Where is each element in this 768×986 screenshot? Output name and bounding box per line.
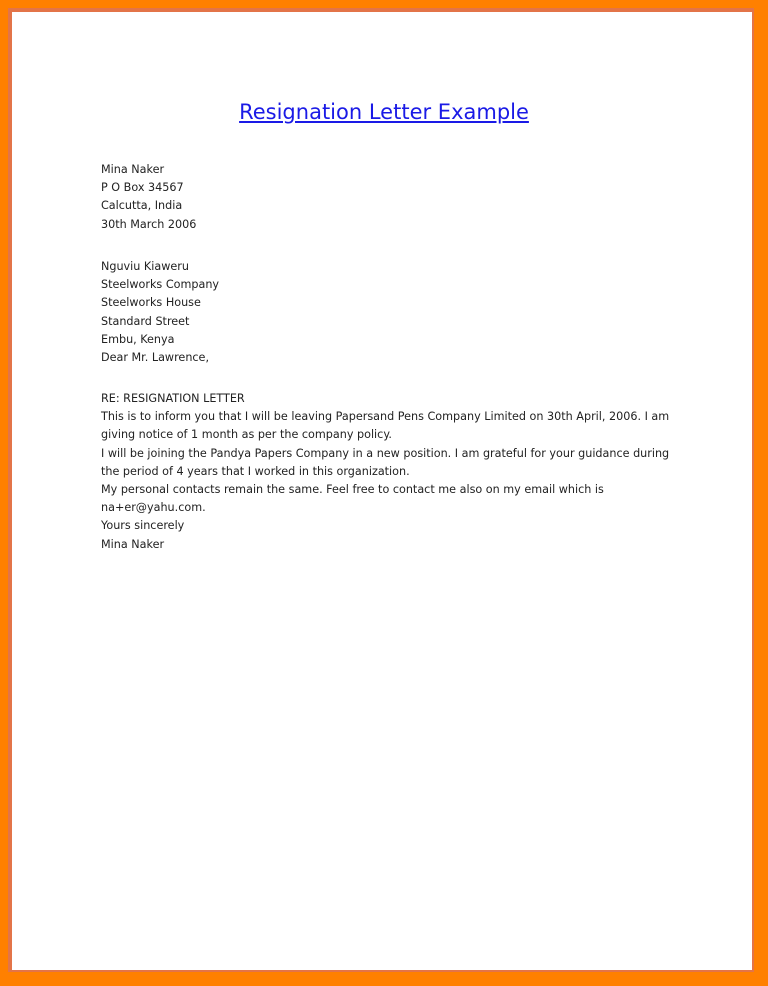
body-line: the period of 4 years that I worked in this organization. <box>101 464 410 478</box>
recipient-name: Nguviu Kiaweru <box>101 260 189 273</box>
recipient-building: Steelworks House <box>101 296 201 310</box>
sender-address <box>101 161 196 234</box>
subject-line: RE: RESIGNATION LETTER <box>101 392 245 405</box>
sender-po-box: P O Box 34567 <box>101 181 184 195</box>
body-line: I will be joining the Pandya Papers Company in a new position. I am grateful for your guidance during <box>101 446 670 460</box>
recipient-company: Steelworks Company <box>101 278 220 292</box>
body-line: This is to inform you that I will be leaving Papersand Pens Company Limited on 30th April, 2006. I am <box>101 410 670 424</box>
recipient-street: Standard Street <box>101 314 190 328</box>
body-line: My personal contacts remain the same. Feel free to contact me also on my email which is <box>101 483 604 497</box>
sender-city: Calcutta, India <box>101 199 183 213</box>
recipient-city: Embu, Kenya <box>101 332 175 346</box>
recipient-address <box>101 258 219 367</box>
letter-date: 30th March 2006 <box>101 217 197 231</box>
body-line: giving notice of 1 month as per the company policy. <box>101 428 392 442</box>
document-title[interactable]: Resignation Letter Example <box>239 100 529 124</box>
signature: Mina Naker <box>101 537 165 551</box>
letter-body <box>101 390 669 554</box>
closing: Yours sincerely <box>101 519 185 533</box>
sender-name: Mina Naker <box>101 163 165 176</box>
salutation: Dear Mr. Lawrence, <box>101 351 210 365</box>
email-line: na+er@yahu.com. <box>101 501 206 515</box>
